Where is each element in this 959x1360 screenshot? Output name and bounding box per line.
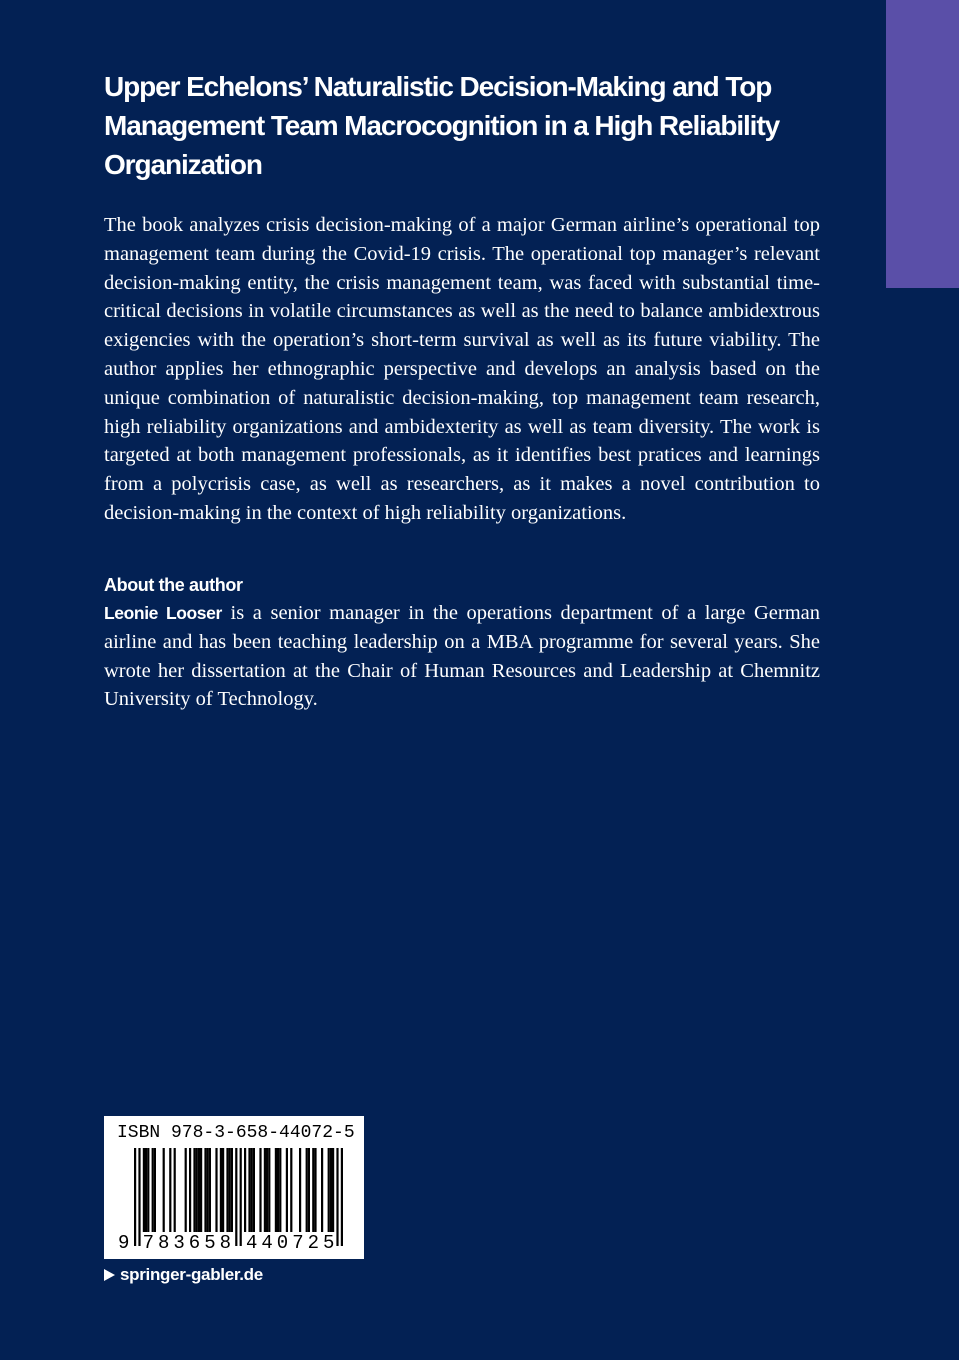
barcode-bar — [251, 1148, 253, 1232]
publisher-link[interactable] — [104, 1263, 263, 1287]
barcode-bar — [314, 1148, 316, 1232]
barcode-bar — [268, 1148, 270, 1232]
barcode-bar — [200, 1148, 202, 1232]
barcode-bar — [145, 1148, 147, 1232]
barcode-bar — [286, 1148, 288, 1232]
barcode-bar — [207, 1148, 209, 1232]
book-description: The book analyzes crisis decision-making of a major German airline’s operational top management team during the Covid-19 crisis. The operational top manager’s relevant decision-making entity, the crisis management team, was faced with substantial time-critical decisions in volatile circumstances as well as the need to balance ambidextrous exigencies with the operation’s short-term survival as well as its future viability. The author applies her ethnographic perspective and develops an analysis based on the unique combination of naturalistic decision-making, top management team research, high reliability organizations and ambidexterity as well as team diversity. The work is targeted at both management professionals, as it identifies best pratices and learnings from a polycrisis case, as well as researchers, as it makes a novel contribution to decision-making in the context of high reliability organizations. — [104, 214, 820, 524]
barcode-bar — [235, 1148, 237, 1246]
author-bio-text: is a senior manager in the operations department of a large German airline and has been teaching leadership on a MBA programme for several years. She wrote her dissertation at the Chair of Human Resources and Leadership at Chemnitz University of Technology. — [104, 602, 820, 711]
barcode-bar — [196, 1148, 198, 1232]
barcode-bar — [138, 1148, 140, 1246]
barcode-digit: 4 — [246, 1232, 258, 1254]
barcode-bar — [308, 1148, 310, 1232]
barcode-bar — [277, 1148, 279, 1232]
barcode-bar — [134, 1148, 136, 1246]
barcode-bar — [231, 1148, 233, 1232]
barcode-bar — [215, 1148, 217, 1232]
barcode-digit: 7 — [292, 1232, 304, 1254]
barcode-bar — [220, 1148, 222, 1232]
barcode-digit: 8 — [158, 1232, 170, 1254]
barcode-bar — [222, 1148, 224, 1232]
barcode-bar — [330, 1148, 332, 1232]
barcode-bar — [240, 1148, 242, 1246]
barcode-bar — [306, 1148, 308, 1232]
barcode-bar — [248, 1148, 250, 1232]
about-author-heading: About the author — [104, 575, 243, 595]
barcode-digit: 5 — [323, 1232, 335, 1254]
barcode-bar — [312, 1148, 314, 1232]
barcode-digit: 0 — [276, 1232, 289, 1254]
barcode-bar — [143, 1148, 145, 1232]
barcode-bar — [244, 1148, 246, 1232]
barcode-digit: 7 — [142, 1232, 154, 1254]
barcode-digit: 6 — [188, 1232, 201, 1254]
barcode-bar — [169, 1148, 171, 1232]
barcode-bar — [328, 1148, 330, 1232]
author-bio — [104, 599, 820, 714]
isbn-label: ISBN 978-3-658-44072-5 — [117, 1123, 355, 1143]
barcode-bar — [336, 1148, 338, 1246]
barcode-bar — [226, 1148, 228, 1232]
barcode-bar — [266, 1148, 268, 1232]
barcode-bar — [147, 1148, 149, 1232]
book-title: Upper Echelons’ Naturalistic Decision-Making and Top Management Team Macrocognition in a High Reliability Organization — [104, 71, 780, 180]
barcode-bar — [264, 1148, 266, 1232]
author-name: Leonie Looser — [104, 603, 222, 623]
barcode-bar — [152, 1148, 154, 1232]
barcode-bar — [332, 1148, 334, 1232]
barcode-digit: 5 — [204, 1232, 216, 1254]
barcode-bar — [275, 1148, 277, 1232]
isbn-barcode — [104, 1116, 364, 1259]
accent-bar — [886, 0, 959, 288]
barcode-bar — [163, 1148, 165, 1232]
barcode-digit: 8 — [219, 1232, 231, 1254]
barcode-bar — [229, 1148, 231, 1232]
barcode-bar — [259, 1148, 261, 1232]
barcode-bar — [198, 1148, 200, 1232]
barcode-digit: 3 — [173, 1232, 185, 1254]
barcode-bar — [189, 1148, 191, 1232]
arrow-right-icon — [104, 1269, 115, 1281]
barcode-bar — [154, 1148, 156, 1232]
barcode-bar — [209, 1148, 211, 1232]
barcode-bar — [174, 1148, 176, 1232]
barcode-digit: 4 — [261, 1232, 273, 1254]
barcode-bar — [253, 1148, 255, 1232]
barcode-digit: 9 — [118, 1232, 130, 1254]
barcode-bar — [299, 1148, 301, 1232]
barcode-bar — [321, 1148, 323, 1232]
barcode-bar — [193, 1148, 195, 1232]
barcode-bar — [279, 1148, 281, 1232]
publisher-url: springer-gabler.de — [120, 1265, 263, 1284]
barcode-digit: 2 — [307, 1232, 319, 1254]
barcode-bar — [290, 1148, 292, 1232]
barcode-bar — [341, 1148, 343, 1246]
barcode-bar — [204, 1148, 206, 1232]
barcode-bar — [185, 1148, 187, 1232]
